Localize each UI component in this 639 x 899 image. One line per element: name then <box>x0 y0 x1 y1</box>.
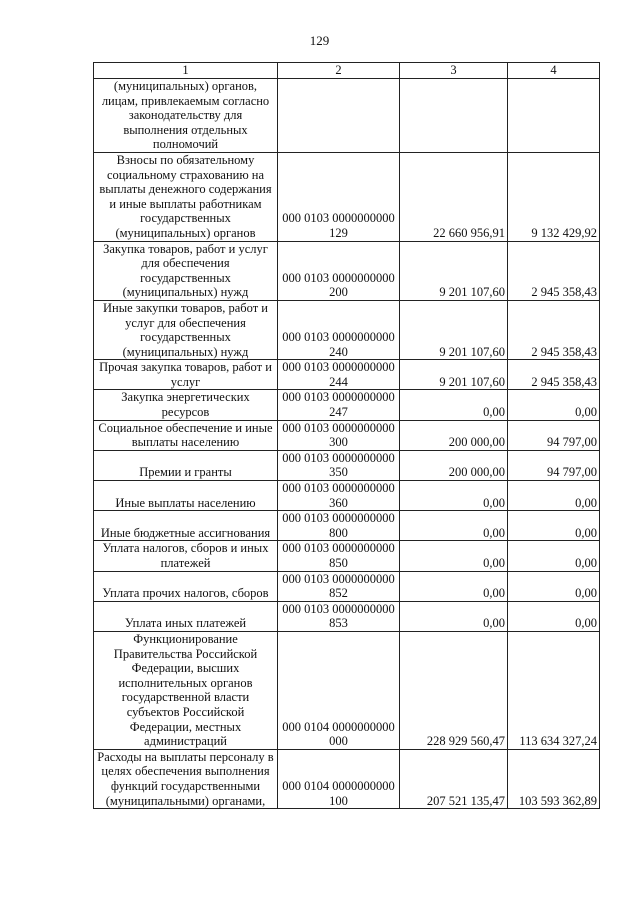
row-value-col4: 113 634 327,24 <box>508 631 600 749</box>
row-value-col3: 0,00 <box>400 571 508 601</box>
row-name: Взносы по обязательному социальному страхованию на выплаты денежного содержания и иные выплаты работникам государственных (муниципальных) органов <box>94 152 278 241</box>
row-code: 000 0103 0000000000 247 <box>278 390 400 420</box>
row-value-col3: 0,00 <box>400 390 508 420</box>
column-header: 1 <box>94 63 278 79</box>
row-value-col4: 0,00 <box>508 481 600 511</box>
table-row <box>94 241 600 300</box>
row-value-col4: 2 945 358,43 <box>508 300 600 359</box>
row-code: 000 0103 0000000000 200 <box>278 241 400 300</box>
page-number: 129 <box>309 33 330 48</box>
row-name: Уплата налогов, сборов и иных платежей <box>94 541 278 571</box>
row-code: 000 0103 0000000000 350 <box>278 450 400 480</box>
table-row <box>94 481 600 511</box>
row-value-col3: 0,00 <box>400 511 508 541</box>
row-value-col3: 9 201 107,60 <box>400 360 508 390</box>
row-code: 000 0103 0000000000 240 <box>278 300 400 359</box>
table-row <box>94 749 600 808</box>
row-value-col3: 207 521 135,47 <box>400 749 508 808</box>
row-code: 000 0103 0000000000 244 <box>278 360 400 390</box>
row-name: Закупка товаров, работ и услуг для обеспечения государственных (муниципальных) нужд <box>94 241 278 300</box>
row-value-col3: 0,00 <box>400 541 508 571</box>
table-row <box>94 420 600 450</box>
row-value-col4: 103 593 362,89 <box>508 749 600 808</box>
row-name: Уплата иных платежей <box>94 601 278 631</box>
table-row <box>94 601 600 631</box>
row-value-col3: 22 660 956,91 <box>400 152 508 241</box>
row-value-col4: 9 132 429,92 <box>508 152 600 241</box>
row-value-col4: 0,00 <box>508 541 600 571</box>
row-value-col4: 0,00 <box>508 390 600 420</box>
column-header: 3 <box>400 63 508 79</box>
row-value-col4: 2 945 358,43 <box>508 360 600 390</box>
row-value-col4: 0,00 <box>508 571 600 601</box>
row-name: Закупка энергетических ресурсов <box>94 390 278 420</box>
row-name: (муниципальных) органов, лицам, привлекаемым согласно законодательству для выполнения отдельных полномочий <box>94 79 278 153</box>
row-name: Расходы на выплаты персоналу в целях обеспечения выполнения функций государственными (муниципальными) органами, <box>94 749 278 808</box>
table-row <box>94 152 600 241</box>
row-value-col3: 200 000,00 <box>400 450 508 480</box>
column-header: 4 <box>508 63 600 79</box>
column-header: 2 <box>278 63 400 79</box>
row-name: Иные бюджетные ассигнования <box>94 511 278 541</box>
row-name: Социальное обеспечение и иные выплаты населению <box>94 420 278 450</box>
row-value-col4: 94 797,00 <box>508 450 600 480</box>
row-value-col3: 0,00 <box>400 601 508 631</box>
row-code: 000 0103 0000000000 853 <box>278 601 400 631</box>
row-code: 000 0104 0000000000 100 <box>278 749 400 808</box>
row-value-col4: 0,00 <box>508 511 600 541</box>
row-name: Прочая закупка товаров, работ и услуг <box>94 360 278 390</box>
table-row <box>94 511 600 541</box>
header-row <box>94 63 600 79</box>
row-value-col3: 9 201 107,60 <box>400 300 508 359</box>
row-name: Иные выплаты населению <box>94 481 278 511</box>
table-row <box>94 79 600 153</box>
table-row <box>94 300 600 359</box>
row-code: 000 0103 0000000000 300 <box>278 420 400 450</box>
budget-table <box>93 62 600 809</box>
row-name: Иные закупки товаров, работ и услуг для обеспечения государственных (муниципальных) нужд <box>94 300 278 359</box>
row-code: 000 0103 0000000000 852 <box>278 571 400 601</box>
row-value-col3: 9 201 107,60 <box>400 241 508 300</box>
row-code: 000 0103 0000000000 129 <box>278 152 400 241</box>
table-row <box>94 450 600 480</box>
row-code: 000 0104 0000000000 000 <box>278 631 400 749</box>
table-row <box>94 571 600 601</box>
row-value-col4 <box>508 79 600 153</box>
row-code: 000 0103 0000000000 850 <box>278 541 400 571</box>
row-value-col4: 94 797,00 <box>508 420 600 450</box>
table-row <box>94 631 600 749</box>
table-row <box>94 541 600 571</box>
row-value-col3: 228 929 560,47 <box>400 631 508 749</box>
row-name: Функционирование Правительства Российской Федерации, высших исполнительных органов государственной власти субъектов Российской Федерации, местных администраций <box>94 631 278 749</box>
row-name: Премии и гранты <box>94 450 278 480</box>
row-value-col4: 2 945 358,43 <box>508 241 600 300</box>
row-value-col4: 0,00 <box>508 601 600 631</box>
row-code <box>278 79 400 153</box>
row-value-col3: 200 000,00 <box>400 420 508 450</box>
row-code: 000 0103 0000000000 360 <box>278 481 400 511</box>
row-code: 000 0103 0000000000 800 <box>278 511 400 541</box>
row-value-col3: 0,00 <box>400 481 508 511</box>
row-name: Уплата прочих налогов, сборов <box>94 571 278 601</box>
table-row <box>94 390 600 420</box>
table-row <box>94 360 600 390</box>
row-value-col3 <box>400 79 508 153</box>
